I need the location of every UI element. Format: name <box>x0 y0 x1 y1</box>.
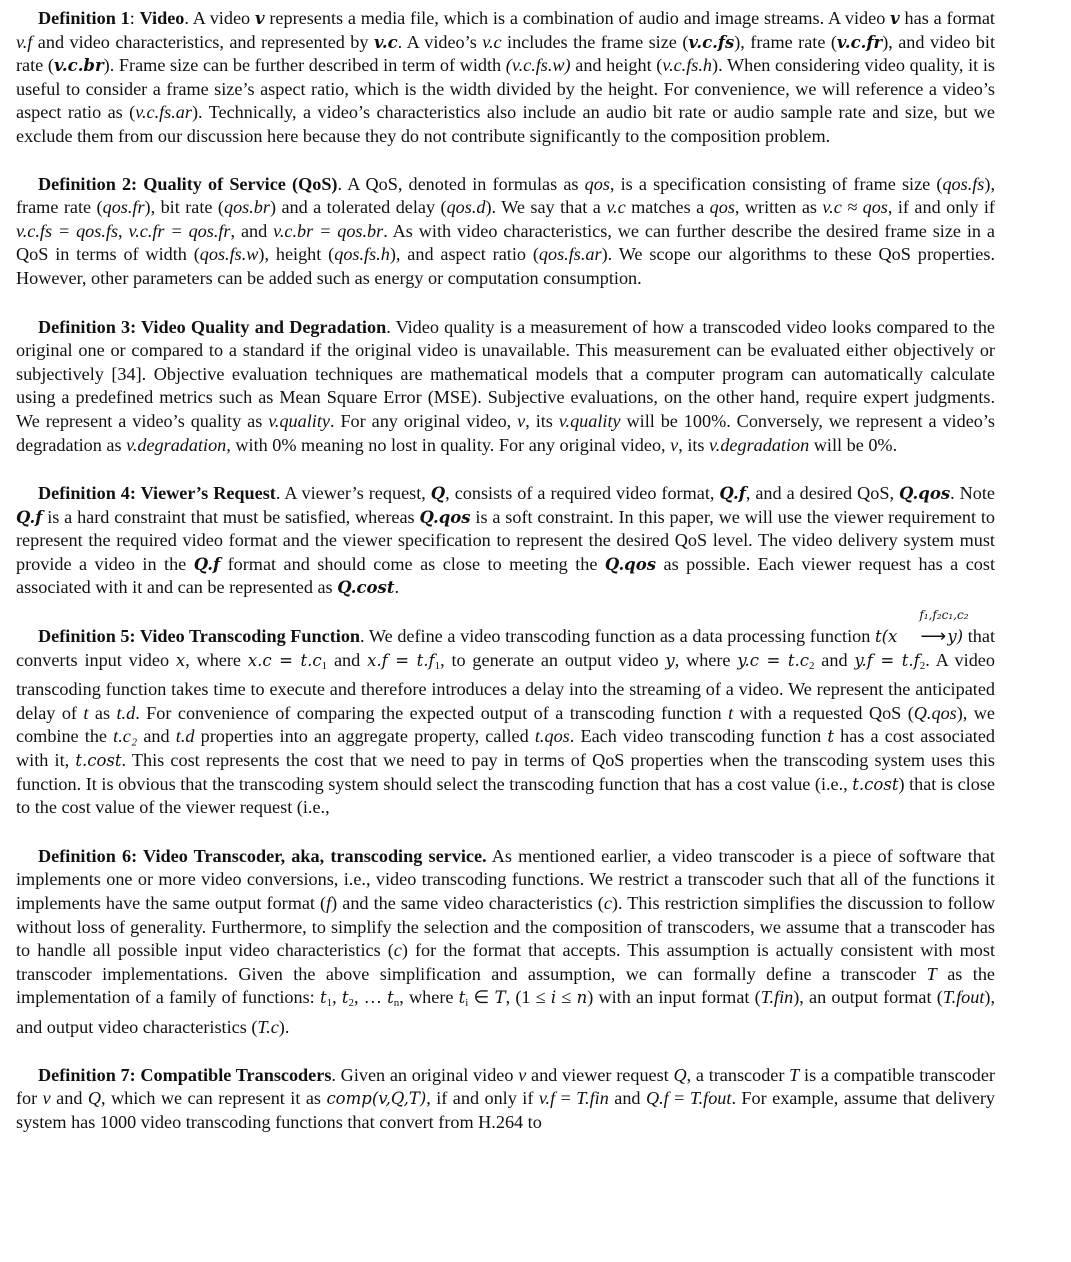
text-run: Q.f <box>645 1088 669 1109</box>
definition-3 <box>16 316 995 458</box>
text-run: . A video’s <box>397 31 483 52</box>
text-run: x.c = t.c <box>247 650 322 670</box>
text-run: ). This restriction simplifies the discussion to follow without loss of generality. Furthermore, to simplify the selection and the composition of transcoders, we assume that a transcoder has to handle all possible input video characteristics ( <box>16 893 995 961</box>
text-run: ). <box>278 1016 290 1037</box>
text-run: v.c <box>606 197 626 218</box>
text-run: matches a <box>625 197 710 218</box>
text-run: , <box>118 220 129 241</box>
text-run: Q <box>673 1064 687 1085</box>
text-run: t <box>458 988 466 1008</box>
text-run: . A video transcoding function takes time to execute and therefore introduces a delay into the streaming of a video. We represent the anticipated delay of <box>16 649 995 723</box>
text-run: t.d <box>175 726 195 747</box>
text-run: Q <box>87 1088 102 1109</box>
text-run: ). Frame size can be further described in term of width <box>103 55 506 76</box>
text-run: t <box>341 988 349 1008</box>
text-run: ), and video bit rate ( <box>16 31 995 76</box>
text-run: and video characteristics, and represented by <box>32 31 374 52</box>
text-run: , a transcoder <box>686 1064 790 1085</box>
text-run: and <box>608 1088 646 1109</box>
text-run: T <box>494 988 506 1008</box>
text-run: v.f <box>538 1088 556 1109</box>
text-run: that converts input video <box>16 626 995 670</box>
text-run: 1 <box>434 659 441 672</box>
text-run: v.c.fs = qos.fs <box>16 220 119 241</box>
definition-5 <box>16 608 995 820</box>
text-run: As mentioned earlier, a video transcoder is a piece of software that implements one or more video conversions, i.e., video transcoding functions. We restrict a transcoder such that all of the functions it implements have the same output format ( <box>16 845 995 913</box>
text-run: x.f = t.f <box>367 650 435 670</box>
text-run: = <box>555 1088 577 1109</box>
text-run: , written as <box>734 197 823 218</box>
text-run: qos.br <box>223 197 270 218</box>
text-run: ). Technically, a video’s characteristics also include an audio bit rate or audio sample rate and size, but we exclude them from our discussion here because they do not contribute significantly to the composition problem. <box>16 102 996 146</box>
text-run: = <box>668 1088 690 1109</box>
text-run: ). We say that a <box>485 197 607 218</box>
text-run: . For example, assume that delivery system has 1000 video transcoding functions that convert from H.264 to <box>16 1088 995 1132</box>
text-run: Q.qos <box>419 507 471 527</box>
text-run: y) <box>947 627 964 647</box>
text-run: ), and output video characteristics ( <box>16 987 996 1037</box>
text-run: and <box>137 726 176 747</box>
text-run: Q.f <box>193 554 221 574</box>
text-run: qos <box>584 173 610 194</box>
text-run: , and a desired QoS, <box>745 483 899 504</box>
text-run: and <box>327 649 368 670</box>
text-run: , (1 ≤ <box>505 987 551 1008</box>
text-run: T.fin <box>760 987 794 1008</box>
definition-6 <box>16 845 995 1040</box>
text-run: . Note <box>950 483 996 504</box>
text-run: . We define a video transcoding function as a data processing function <box>360 626 871 647</box>
text-run: T.fout <box>689 1088 732 1109</box>
text-run: is a soft constraint. In this paper, we will use the viewer requirement to represent the required video format and the viewer specification to represent the desired QoS level. The video delivery system must provide a video in the <box>16 506 995 574</box>
text-run: ). When considering video quality, it is useful to consider a frame size’s aspect ratio, which is the width divided by the height. For convenience, we will reference a video’s aspect ratio as ( <box>16 55 995 123</box>
text-run: and height ( <box>570 55 663 76</box>
text-run: Q <box>430 484 446 504</box>
text-run: t.cost <box>852 774 899 794</box>
text-run: t <box>728 702 734 723</box>
definition-2 <box>16 173 995 291</box>
text-run: v.c.fs <box>688 32 735 52</box>
text-run: as <box>88 702 117 723</box>
text-run: Q.f <box>719 484 746 504</box>
text-run: . Each video transcoding function <box>569 726 828 747</box>
text-run: qos <box>709 197 735 218</box>
text-run: as possible. Each viewer request has a cost associated with it and can be represented as <box>16 553 996 598</box>
text-run: . This cost represents the cost that we need to pay in terms of QoS properties when the transcoding system uses this function. It is obvious that the transcoding system should select the transcoding function that has a cost value (i.e., <box>16 750 995 794</box>
text-run: ), height ( <box>258 244 335 265</box>
text-run: v.degradation, <box>126 434 231 455</box>
text-run: f <box>326 893 332 913</box>
text-run: v.c.br <box>53 56 104 76</box>
text-run: v.c.fr = qos.fr <box>128 220 231 241</box>
text-run: will be 0%. <box>809 434 898 455</box>
text-run: T.c <box>257 1016 279 1037</box>
text-run: . Given an original video <box>331 1064 519 1085</box>
text-run: and viewer request <box>526 1064 674 1085</box>
text-run: t <box>83 702 89 723</box>
text-run: i <box>465 997 469 1010</box>
text-run: ) with an input format ( <box>587 987 761 1008</box>
text-run: ) that is close to the cost value of the viewer request (i.e., <box>16 773 995 818</box>
text-run: properties into an aggregate property, called <box>194 726 535 747</box>
text-run: T <box>926 963 937 984</box>
text-run: , where <box>185 649 248 670</box>
definition-2-heading: Definition 2: Quality of Service (QoS) <box>38 173 338 194</box>
text-run: , its <box>525 410 559 431</box>
text-run: v.c.br = qos.br <box>273 220 384 241</box>
text-run: qos.fr <box>102 197 145 218</box>
text-run: c <box>603 893 612 913</box>
definition-4-heading: Definition 4: Viewer’s Request <box>38 483 276 504</box>
definition-1-heading <box>38 8 130 28</box>
text-run: v <box>670 434 679 455</box>
text-run: y.c = t.c <box>737 650 809 670</box>
text-run: ), an output format ( <box>793 987 943 1008</box>
text-run: , consists of a required video format, <box>445 483 720 504</box>
text-run: , is a specification consisting of frame size ( <box>609 173 943 194</box>
text-run: ), frame rate ( <box>16 173 995 218</box>
text-run: n <box>576 988 588 1008</box>
text-run: ), frame rate ( <box>734 31 837 52</box>
definition-7-heading: Definition 7: Compatible Transcoders <box>38 1064 332 1085</box>
text-run: qos.fs.ar <box>538 244 602 265</box>
text-run: and <box>50 1088 88 1109</box>
text-run: . For any original video, <box>329 410 518 431</box>
text-run: y <box>665 650 675 670</box>
text-run: is a compatible transcoder for <box>16 1064 995 1109</box>
text-run: has a format <box>899 8 995 28</box>
text-run: v.f <box>16 31 33 52</box>
text-run: 2 <box>808 659 815 672</box>
text-run: , where <box>674 649 738 670</box>
text-run: v <box>517 410 526 431</box>
text-run: ) and the same video characteristics ( <box>331 893 604 913</box>
text-run: 1 <box>321 659 328 672</box>
text-run: . For convenience of comparing the expected output of a transcoding function <box>135 702 729 723</box>
text-run: is a hard constraint that must be satisfied, whereas <box>42 506 420 527</box>
text-run: with a requested QoS ( <box>733 702 914 723</box>
text-run: , which we can represent it as <box>101 1088 327 1109</box>
text-run: i <box>550 988 557 1008</box>
text-run: t.d <box>116 702 136 723</box>
text-run: c <box>393 940 402 961</box>
text-run: ) and a tolerated delay ( <box>269 197 447 218</box>
text-run: and <box>814 649 855 670</box>
text-run: v <box>254 9 265 28</box>
text-run: v <box>518 1064 527 1085</box>
text-run: , … <box>353 987 388 1008</box>
text-run: v.c.fs.ar <box>135 102 192 123</box>
text-run: ) for the format that accepts. This assumption is actually consistent with most transcoder implementations. Given the above simplification and assumption, we can formally define a transcoder <box>16 940 995 984</box>
text-run: v <box>890 9 900 28</box>
text-run: n <box>393 997 400 1010</box>
text-run: T <box>789 1064 800 1085</box>
text-run: v.c <box>482 31 502 52</box>
text-run: , its <box>678 434 710 455</box>
text-run: , if and only if <box>426 1088 539 1109</box>
text-run: v.c.fr <box>836 32 883 52</box>
text-run: as the implementation of a family of functions: <box>16 963 995 1008</box>
text-run: t <box>319 988 327 1008</box>
text-run: Q.f <box>16 507 43 527</box>
text-run: includes the frame size ( <box>501 31 689 52</box>
text-run: v.c.fs.h <box>662 55 713 76</box>
text-run: has a cost associated with it, <box>16 726 995 771</box>
text-run: Q.cost <box>337 578 395 598</box>
text-run: ), we combine the <box>16 702 995 747</box>
transcoding-arrow <box>897 608 969 649</box>
text-run: v <box>42 1088 51 1109</box>
definition-7 <box>16 1064 995 1135</box>
text-run: Definition 1 <box>38 8 130 28</box>
text-run: , <box>332 987 342 1008</box>
definition-5-heading: Definition 5: Video Transcoding Function <box>38 626 361 647</box>
text-run: , where <box>399 987 459 1008</box>
definition-1-title: Video <box>139 8 185 28</box>
right-arrow-icon: ⟶ <box>920 626 947 647</box>
text-run: , and <box>230 220 274 241</box>
text-run: , to generate an output video <box>440 649 666 670</box>
text-run: T.fout <box>942 987 985 1008</box>
text-run: ), and aspect ratio ( <box>389 244 539 265</box>
text-run: v.c ≈ qos <box>822 197 888 218</box>
text-run: qos.d <box>446 197 486 218</box>
text-run: represents a media file, which is a combination of audio and image streams. A video <box>264 8 891 28</box>
text-run: v.c <box>373 32 398 52</box>
text-run: t.cost <box>75 751 122 771</box>
text-run: x <box>175 650 186 670</box>
text-run: v.quality <box>558 410 621 431</box>
text-run: 2 <box>348 997 354 1010</box>
text-run: with 0% meaning no lost in quality. For any original video, <box>230 434 671 455</box>
text-run: . As with video characteristics, we can further describe the desired frame size in a QoS in terms of width ( <box>16 220 995 265</box>
text-run: (v.c.fs.w) <box>505 55 571 76</box>
text-run: t.c₂ <box>113 726 138 747</box>
text-run: 2 <box>919 659 926 672</box>
text-run: , if and only if <box>887 197 995 218</box>
definition-4 <box>16 482 995 600</box>
text-run: ). We scope our algorithms to these QoS properties. However, other parameters can be added such as energy or computation consumption. <box>16 244 996 288</box>
text-run: ), bit rate ( <box>144 197 224 218</box>
text-run: qos.fs.w <box>199 244 259 265</box>
text-run: v.quality <box>268 410 330 431</box>
arrow-label: f₁,f₂c₁,c₂ <box>919 608 969 623</box>
text-run: Q.qos <box>898 484 951 504</box>
text-run: t.qos <box>534 726 570 747</box>
definition-6-heading: Definition 6: Video Transcoder, aka, transcoding service. <box>38 845 487 866</box>
text-run: . <box>394 577 399 598</box>
text-run: y.f = t.f <box>854 650 920 670</box>
text-run: will be 100%. Conversely, we represent a video’s degradation as <box>16 410 996 455</box>
text-run: . Video quality is a measurement of how a transcoded video looks compared to the original one or compared to a standard if the original video is unavailable. This measurement can be evaluated either objectively or subjectively [34]. Objective evaluation techniques are mathematical models that a computer program can automatically calculate using a predefined metrics such as Mean Square Error (MSE). Subjective evaluations, on the other hand, require expert judgments. We represent a video’s quality as <box>16 316 995 431</box>
text-run: . A QoS, denoted in formulas as <box>337 173 585 194</box>
text-run: T.fin <box>576 1088 609 1109</box>
text-run: ∈ <box>468 987 495 1008</box>
text-run: . A viewer’s request, <box>275 483 431 504</box>
text-run: comp(v,Q,T) <box>326 1089 427 1109</box>
transcoding-function-notation: t(x <box>874 627 898 647</box>
text-run: v.degradation <box>709 434 810 455</box>
text-run: format and should come as close to meeting the <box>220 553 605 574</box>
text-run: ≤ <box>556 987 577 1008</box>
text-run: . A video <box>184 8 255 28</box>
text-run: Q.qos <box>913 702 957 723</box>
definition-3-heading: Definition 3: Video Quality and Degradation <box>38 316 387 337</box>
text-run: 1 <box>326 997 333 1010</box>
text-run: Q.qos <box>604 554 657 574</box>
text-run: qos.fs.h <box>334 244 390 265</box>
text-run: qos.fs <box>942 173 985 194</box>
definition-1 <box>16 7 995 149</box>
text-run: t <box>387 988 394 1008</box>
text-run: t <box>827 727 834 747</box>
text-run: : <box>129 8 140 28</box>
